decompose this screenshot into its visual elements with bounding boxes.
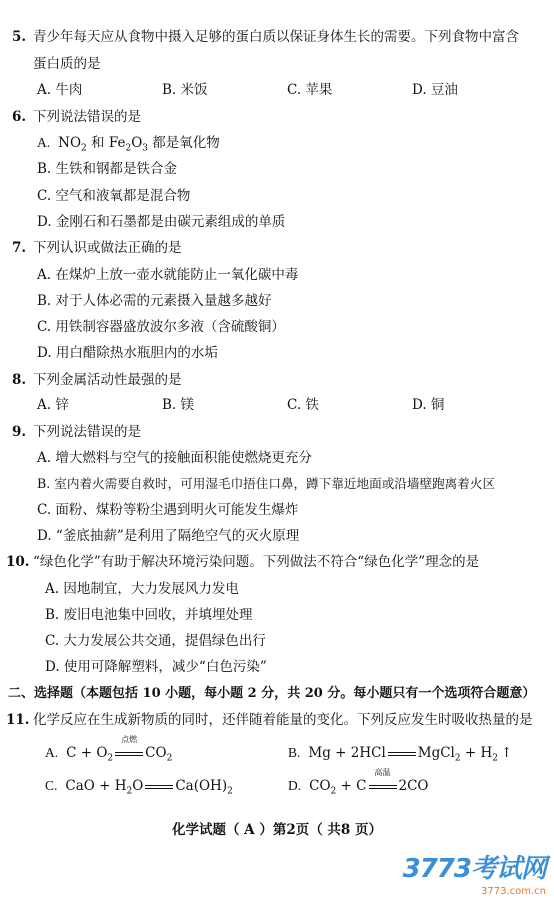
q11-b-sub2: 2	[492, 753, 499, 764]
q11-b-sub1: 2	[454, 753, 461, 764]
q11-option-a	[45, 735, 173, 768]
q6-a-suffix: 都是氧化物	[148, 135, 220, 151]
page-footer: 化学试题（ A ）第2页（ 共8 页）	[171, 822, 383, 838]
q8-option-a: A. 锌	[37, 397, 69, 413]
q11-a-sub1: 2	[107, 753, 114, 764]
q11-b-label: B.	[288, 745, 301, 760]
watermark-logo	[396, 848, 546, 908]
q7-option-c: C. 用铁制容器盛放波尔多液（含硫酸铜）	[37, 319, 285, 335]
q11-a-left: C + O	[66, 745, 108, 761]
q7-stem: 下列认识或做法正确的是	[33, 240, 182, 256]
q9-number: 9.	[12, 424, 27, 440]
q11-option-c	[45, 777, 233, 801]
q9-stem: 下列说法错误的是	[33, 424, 141, 440]
q11-b-left: Mg + 2HCl	[308, 745, 386, 761]
q5-option-a: A. 牛肉	[37, 82, 83, 98]
q11-d-right: 2CO	[398, 778, 429, 794]
q11-a-label: A.	[45, 745, 59, 760]
watermark-url: 3773.com.cn	[481, 886, 546, 897]
q6-a-fe: 和 Fe	[86, 135, 126, 151]
q11-c-equation-sign	[145, 777, 173, 795]
q11-a-sub2: 2	[166, 753, 173, 764]
q11-c-left: CaO + H	[65, 778, 127, 794]
q11-d-condition: 高温	[374, 768, 391, 777]
q11-b-tail: + H	[460, 745, 493, 761]
q11-d-equation-sign	[369, 768, 397, 795]
q11-b-gas-arrow: ↑	[501, 745, 513, 761]
q11-d-left2: + C	[336, 778, 367, 794]
q5-stem-cont: 蛋白质的是	[33, 56, 101, 72]
q6-stem: 下列说法错误的是	[33, 109, 141, 125]
q11-c-right: Ca(OH)	[175, 778, 228, 794]
q10-option-d: D. 使用可降解塑料，减少“白色污染”	[45, 659, 267, 675]
q10-stem: “绿色化学”有助于解决环境污染问题。下列做法不符合“绿色化学”理念的是	[33, 554, 480, 570]
q6-a-sub: 2	[81, 143, 87, 154]
q11-a-equation-sign	[115, 735, 143, 762]
q10-option-a: A. 因地制宜，大力发展风力发电	[45, 581, 239, 597]
q8-option-b: B. 镁	[162, 397, 195, 413]
q11-stem: 化学反应在生成新物质的同时，还伴随着能量的变化。下列反应发生时吸收热量的是	[33, 712, 533, 728]
watermark-main-text: 3773考试网	[402, 854, 546, 884]
q8-option-c: C. 铁	[287, 397, 319, 413]
q6-option-d: D. 金刚石和石墨都是由碳元素组成的单质	[37, 214, 286, 230]
q6-a-sub-o: 3	[142, 143, 148, 154]
q11-a-condition: 点燃	[121, 735, 138, 744]
q9-option-d: D. “釜底抽薪”是利用了隔绝空气的灭火原理	[37, 528, 300, 544]
q11-d-left: CO	[309, 778, 331, 794]
q8-option-d: D. 铜	[412, 397, 445, 413]
q5-option-d: D. 豆油	[412, 82, 458, 98]
q6-a-sub-fe: 2	[125, 143, 132, 154]
q9-option-b: B. 室内着火需要自救时，可用湿毛巾捂住口鼻，蹲下靠近地面或沿墙壁跑离着火区	[37, 476, 496, 491]
q7-option-a: A. 在煤炉上放一壶水就能防止一氧化碳中毒	[37, 267, 299, 283]
q6-a-no: NO	[58, 135, 82, 151]
q5-option-c: C. 苹果	[287, 82, 333, 98]
q7-number: 7.	[12, 240, 27, 256]
exam-page: 5. 青少年每天应从食物中摄入足够的蛋白质以保证身体生长的需要。下列食物中富含 蛋白质的是 A. 牛肉 B. 米饭 C. 苹果 D. 豆油 6. 下列说法错误的是 A. $NO_2$ 和 $Fe_2O_3$ 都是氧化物 B. 生铁和钢都是铁合金 C. 空气和液氧都是混合物 D. 金刚石和石墨都是由碳元素组成的单质 7. 下列认识或做法正确的是 A. 在煤炉上放一壶水就能防止一氧化碳中毒 B. 对于人体必需的元素摄入量越多越好 C. 用铁制容器盛放波尔多液（含硫酸铜） D. 用白醋除热水瓶胆内的水垢 8. 下列金属活动性最强的是 A. 锌 B. 镁 C. 铁 D. 铜 9. 下列说法错误的是 A. 增大燃料与空气的接触面积能使燃烧更充分 B. 室内着火需要自救时，可用湿毛巾捂住口鼻，蹲下靠近地面或沿墙壁跑离着火区 C. 面粉、煤粉等粉尘遇到明火可能发生爆炸 D. “釜底抽薪”是利用了隔绝空气的灭火原理 10. “绿色化学”有助于解决环境污染问题。下列做法不符合“绿色化学”理念的是 A. 因地制宜，大力发展风力发电 B. 废旧电池集中回收，并填埋处理 C. 大力发展公共交通，提倡绿色出行 D. 使用可降解塑料，减少“白色污染” 二、选择题（本题包括 10 小题，每小题 2 分，共 20 分。每小题只有一个选项符合题意） 11. 化学反应在生成新物质的同时，还伴随着能量的变化。下列反应发生时吸收热量的是 A. $C + O_2$ 点燃 $CO_2$ B. Mg + 2HCl MgCl$_2$ + $H_2$ ↑ C. CaO + $H_2O$ $Ca(OH)_2$ D. $CO_2 + C$ 高温 2CO 化学试题（ A ）第2页（ 共8 页） 3773考试网 3773.com.cn	[0, 0, 554, 915]
q11-option-b	[288, 744, 512, 768]
q11-d-label: D.	[288, 778, 302, 793]
q11-c-label: C.	[45, 778, 58, 793]
q11-number: 11.	[6, 712, 30, 728]
q11-d-sub1: 2	[330, 786, 337, 797]
q10-option-b: B. 废旧电池集中回收，并填埋处理	[45, 607, 253, 623]
section2-heading: 二、选择题（本题包括 10 小题，每小题 2 分，共 20 分。每小题只有一个选项符合题意）	[8, 686, 536, 701]
q11-c-left2: O	[132, 778, 144, 794]
q7-option-d: D. 用白醋除热水瓶胆内的水垢	[37, 345, 218, 361]
q11-b-right: MgCl	[417, 745, 455, 761]
q11-a-right: CO	[145, 745, 167, 761]
q6-option-c: C. 空气和液氧都是混合物	[37, 188, 191, 204]
q8-number: 8.	[12, 372, 27, 388]
q6-a-label: A.	[37, 135, 51, 150]
q10-option-c: C. 大力发展公共交通，提倡绿色出行	[45, 633, 266, 649]
q11-option-d	[288, 768, 429, 801]
q11-c-sub2: 2	[227, 786, 233, 797]
q8-stem: 下列金属活动性最强的是	[33, 372, 182, 388]
q5-stem: 青少年每天应从食物中摄入足够的蛋白质以保证身体生长的需要。下列食物中富含	[33, 29, 519, 45]
q7-option-b: B. 对于人体必需的元素摄入量越多越好	[37, 293, 272, 309]
q6-option-b: B. 生铁和钢都是铁合金	[37, 161, 178, 177]
q9-option-c: C. 面粉、煤粉等粉尘遇到明火可能发生爆炸	[37, 502, 299, 518]
q10-number: 10.	[6, 554, 30, 570]
q11-c-sub1: 2	[126, 786, 133, 797]
q5-number: 5.	[12, 29, 27, 45]
q5-option-b: B. 米饭	[162, 82, 208, 98]
q11-b-equation-sign	[388, 744, 416, 762]
q6-number: 6.	[12, 109, 27, 125]
q9-option-a: A. 增大燃料与空气的接触面积能使燃烧更充分	[37, 450, 312, 466]
